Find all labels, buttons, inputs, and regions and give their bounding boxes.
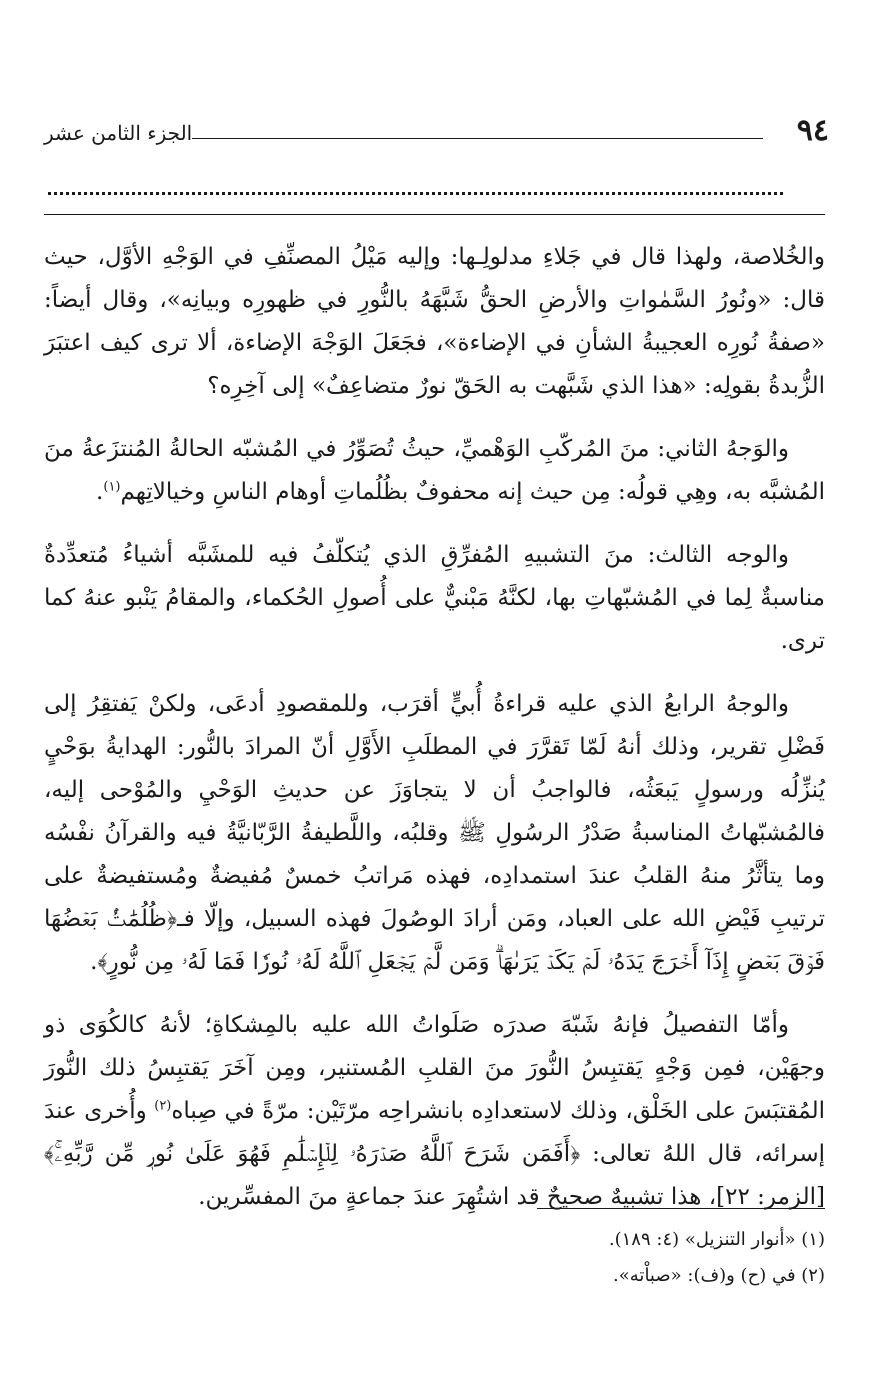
paragraph-2	[44, 428, 825, 514]
paragraph-5-text-a: وأمّا التفصيلُ فإنهُ شَبّهَ صدرَه صَلَواتُ الله عليه بالمِشكاةِ؛ لأنهُ كالكُوَى ذو وجهَيْن، فمِن وَجْهٍ يَقتبِسُ النُّورَ منَ القلبِ المُستنير، ومِن آخَرَ يَقتبِسُ ذلك النُّورَ المُقتبَسَ على الخَلْق، وذلك لاستعدادِه بانشراحِه مرّتَيْن: مرّةً في صِباه	[44, 1012, 825, 1124]
paragraph-1: والخُلاصة، ولهذا قال في جَلاءِ مدلولِـها: وإليه مَيْلُ المصنِّفِ في الوَجْهِ الأوَّل، حيث قال: «ونُورُ السَّمٰواتِ والأرضِ الحقُّ شَبَّهَهُ بالنُّورِ في ظهورِه وبيانِه»، وقال أيضاً: «صفةُ نُورِه العجيبةُ الشأنِ في الإضاءة»، فجَعَلَ الوَجْهَ الإضاءة، ألا ترى كيف اعتبَرَ الزُّبدةُ بقولِه: «هذا الذي شَبَّهت به الحَقّ نورٌ متضاعِفٌ» إلى آخِرِه؟	[44, 244, 825, 399]
footnote-2: (٢) في (ح) و(ف): «صباْته».	[613, 1265, 825, 1286]
paragraph-2-text: والوَجهُ الثاني: منَ المُركّبِ الوَهْميِّ، حيثُ تُصَوِّرُ في المُشبّه الحالةُ المُنتزَعةُ منَ المُشبَّه به، وهِي قولُه: مِن حيث إنه محفوفٌ بظُلُماتِ أوهام الناسِ وخيالاتِهم	[44, 436, 825, 505]
paragraph-5-text-b: وأُخرى عندَ إسرائه، قال اللهُ تعالى: ﴿أَفَمَن شَرَحَ ٱللَّهُ صَدۡرَهُۥ لِلۡإِسۡلَٰمِ فَهُوَ عَلَىٰ نُورٖ مِّن رَّبِّهِۦۚ﴾ [الزمر: ٢٢]، هذا تشبيهٌ صحيحٌ قد اشتُهِرَ عندَ جماعةٍ منَ المفسِّرين.	[44, 1098, 825, 1210]
main-text	[44, 236, 825, 1219]
footnote-rule	[537, 1208, 825, 1209]
page-number: ٩٤	[796, 113, 829, 148]
paragraph-3: والوجه الثالث: منَ التشبيهِ المُفرِّقِ الذي يُتكلّفُ فيه للمشَبَّه أشياءُ مُتعدِّدةٌ مناسبةٌ لِما في المُشبّهاتِ بها، لكنَّهُ مَبْنيٌّ على أُصولِ الحُكماء، والمقامُ يَنْبو عنهُ كما ترى.	[44, 542, 825, 654]
dotted-separator	[48, 192, 783, 195]
running-title: الجزء الثامن عشر	[44, 121, 193, 145]
header-bottom-rule	[44, 214, 825, 215]
paragraph-5	[44, 1004, 825, 1219]
footnote-ref-2[interactable]: (٢)	[154, 1098, 172, 1114]
footnote-ref-1[interactable]: (١)	[103, 479, 121, 495]
page-header	[44, 112, 841, 152]
paragraph-4: والوجهُ الرابعُ الذي عليه قراءةُ أُبيٍّ أقرَب، وللمقصودِ أدعَى، ولكنْ يَفتقِرُ إلى فَضْلِ تقرير، وذلك أنهُ لَمّا تَقرَّرَ في المطلَبِ الأَوَّلِ أنّ المرادَ بالنُّور: الهدايةُ بوَحْيٍ يُنزِّلُه ورسولٍ يَبعَثُه، فالواجبُ أن لا يتجاوَزَ عن حديثِ الوَحْيِ والمُوْحى إليه، فالمُشبّهاتُ المناسبةُ صَدْرُ الرسُولِ ﷺ وقلبُه، واللَّطيفةُ الرَّبّانيَّةُ فيه والقرآنُ نفْسُه وما يتأثَّرُ منهُ القلبُ عندَ استمدادِه، فهذه مَراتبُ خمسٌ مُفيضةٌ ومُستفيضةٌ على ترتيبِ فَيْضِ الله على العباد، ومَن أرادَ الوصُولَ فهذه السبيل، وإلّا فـ﴿ظُلُمَٰتُۢ بَعۡضُهَا فَوۡقَ بَعۡضٍ إِذَآ أَخۡرَجَ يَدَهُۥ لَمۡ يَكَدۡ يَرَىٰهَاۗ وَمَن لَّمۡ يَجۡعَلِ ٱللَّهُ لَهُۥ نُورٗا فَمَا لَهُۥ مِن نُّورٍ﴾.	[44, 691, 825, 975]
header-rule	[192, 138, 763, 139]
paragraph-2-end: .	[96, 479, 104, 505]
footnotes	[44, 1222, 825, 1294]
footnote-1: (١) «أنوار التنزيل» (٤: ١٨٩).	[608, 1229, 825, 1250]
